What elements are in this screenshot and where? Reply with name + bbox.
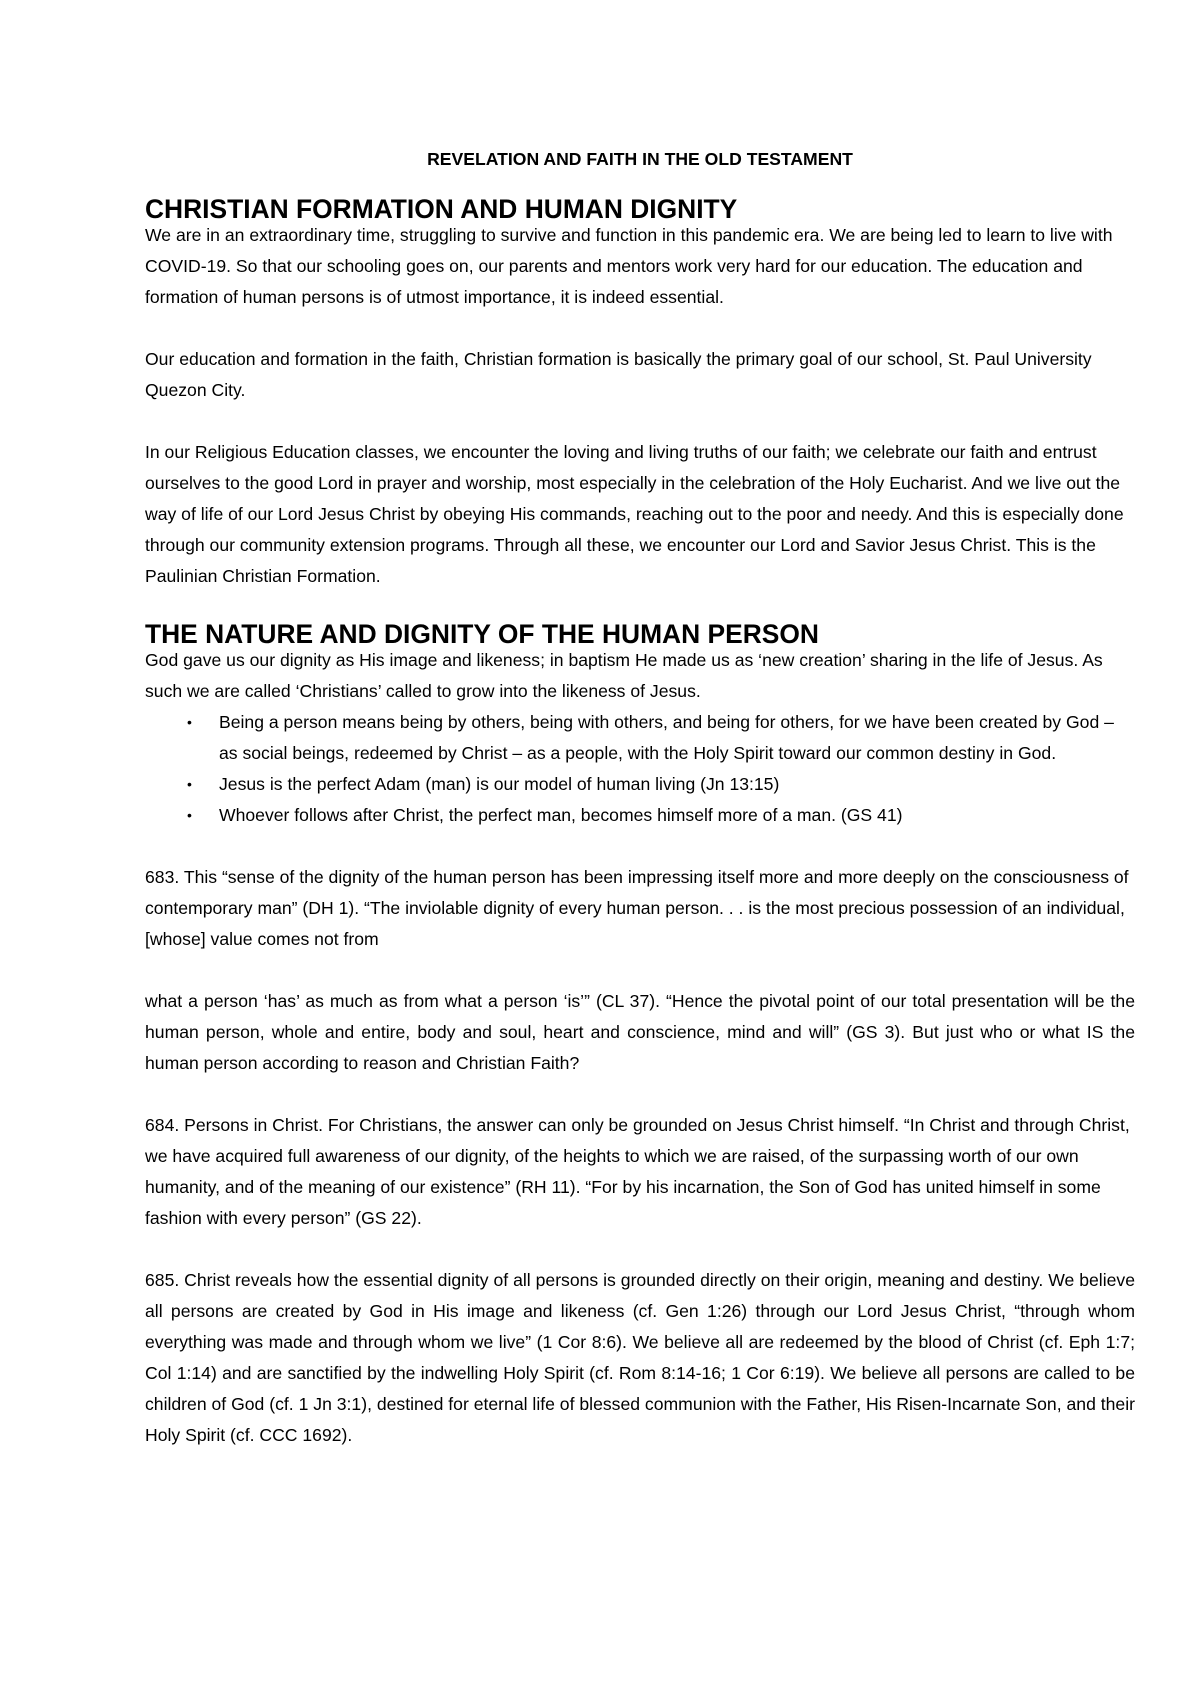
paragraph-683-continued (145, 986, 1135, 1079)
list-item-text: Whoever follows after Christ, the perfect man, becomes himself more of a man. (GS 41) (219, 805, 903, 825)
paragraph-text: Persons in Christ. For Christians, the answer can only be grounded on Jesus Christ himself. “In Christ and through Christ, we have acquired full awareness of our dignity, of the heights to which we are raised, of the surpassing worth of our own humanity, and of the meaning of our existence” (RH 11). “For by his incarnation, the Son of God has united himself in some fashion with every person” (GS 22). (145, 1115, 1130, 1228)
paragraph-number: 683. (145, 867, 180, 887)
document-title: REVELATION AND FAITH IN THE OLD TESTAMENT (427, 149, 853, 169)
document-page (145, 148, 1135, 1482)
paragraph-text: what a person ‘has’ as much as from what a person ‘is’” (CL 37). “Hence the pivotal point of our total presentation will be the human person, whole and entire, body and soul, heart and conscience, mind and will” (GS 3). But just who or what IS the human person according to reason and Christian Faith? (145, 991, 1135, 1073)
paragraph-684 (145, 1110, 1135, 1234)
bullet-icon: • (187, 776, 192, 792)
paragraph-685 (145, 1265, 1135, 1451)
paragraph-text: This “sense of the dignity of the human person has been impressing itself more and more deeply on the consciousness of contemporary man” (DH 1). “The inviolable dignity of every human person. . . is the most precious possession of an individual, [whose] value comes not from (145, 867, 1129, 949)
bullet-icon: • (187, 714, 192, 730)
list-item (187, 707, 1135, 769)
bullet-list (145, 707, 1135, 831)
paragraph-image-likeness: God gave us our dignity as His image and likeness; in baptism He made us as ‘new creation’ sharing in the life of Jesus. As such we are called ‘Christians’ called to grow into the likeness of Jesus. (145, 650, 1103, 701)
list-item-text: Being a person means being by others, being with others, and being for others, for we have been created by God – as social beings, redeemed by Christ – as a people, with the Holy Spirit toward our common destiny in God. (219, 712, 1114, 763)
bullet-icon: • (187, 807, 192, 823)
paragraph-extraordinary-time: We are in an extraordinary time, struggling to survive and function in this pandemic era. We are being led to learn to live with COVID-19. So that our schooling goes on, our parents and mentors work very hard for our education. The education and formation of human persons is of utmost importance, it is indeed essential. (145, 225, 1113, 307)
paragraph-number: 685. (145, 1270, 180, 1290)
list-item (187, 800, 1135, 831)
paragraph-number: 684. (145, 1115, 180, 1135)
paragraph-religious-education: In our Religious Education classes, we encounter the loving and living truths of our faith; we celebrate our faith and entrust ourselves to the good Lord in prayer and worship, most especially in the celebration of the Holy Eucharist. And we live out the way of life of our Lord Jesus Christ by obeying His commands, reaching out to the poor and needy. And this is especially done through our community extension programs. Through all these, we encounter our Lord and Savior Jesus Christ. This is the Paulinian Christian Formation. (145, 442, 1124, 586)
list-item-text: Jesus is the perfect Adam (man) is our model of human living (Jn 13:15) (219, 774, 780, 794)
list-item (187, 769, 1135, 800)
paragraph-text: Christ reveals how the essential dignity of all persons is grounded directly on their origin, meaning and destiny. We believe all persons are created by God in His image and likeness (cf. Gen 1:26) through our Lord Jesus Christ, “through whom everything was made and through whom we live” (1 Cor 8:6). We believe all are redeemed by the blood of Christ (cf. Eph 1:7; Col 1:14) and are sanctified by the indwelling Holy Spirit (cf. Rom 8:14-16; 1 Cor 6:19). We believe all persons are called to be children of God (cf. 1 Jn 3:1), destined for eternal life of blessed communion with the Father, His Risen-Incarnate Son, and their Holy Spirit (cf. CCC 1692). (145, 1270, 1135, 1445)
section-heading-christian-formation: CHRISTIAN FORMATION AND HUMAN DIGNITY (145, 194, 738, 224)
section-heading-nature-dignity: THE NATURE AND DIGNITY OF THE HUMAN PERSON (145, 619, 819, 649)
paragraph-education-formation: Our education and formation in the faith, Christian formation is basically the primary goal of our school, St. Paul University Quezon City. (145, 349, 1092, 400)
paragraph-683 (145, 862, 1135, 955)
